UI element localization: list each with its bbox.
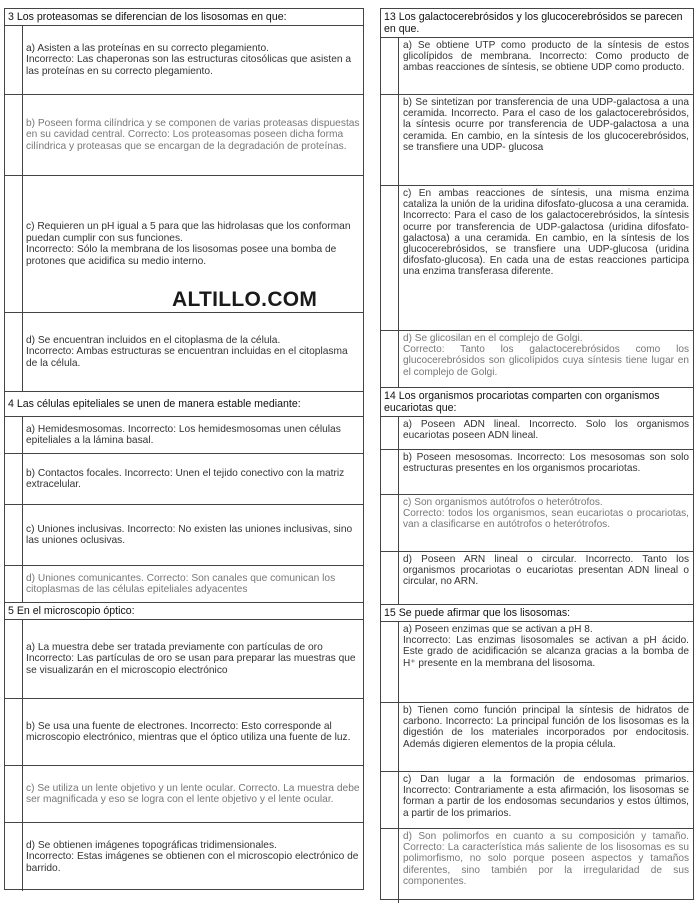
option-a: a) Poseen enzimas que se activan a pH 8. Incorrecto: Las enzimas lisosomales se activan a pH ácido. Este grado de acidificación se alcanza gracias a la bomba de H⁺ presente en la membrana del lisosoma. [381,622,693,702]
question-4 [5,392,363,603]
question-5 [5,603,363,891]
option-b: b) Tienen como función principal la síntesis de hidratos de carbono. Incorrecto: La principal función de los lisosomas es la digestión de los materiales incorporados por endocitosis. Además digieren elementos de la propia célula. [381,702,693,771]
option-a: a) Se obtiene UTP como producto de la síntesis de estos glicolípidos de membrana. Incorrecto: Como producto de ambas reacciones de síntesis, se obtiene UDP como producto. [381,38,693,94]
option-d: d) Uniones comunicantes. Correcto: Son canales que comunican los citoplasmas de las células epiteliales adyacentes [5,565,363,602]
option-c: c) Requieren un pH igual a 5 para que las hidrolasas que los conforman puedan cumplir con sus funciones. Incorrecto: Sólo la membrana de los lisosomas posee una bomba de protones que acidifica su medio interno. [5,175,363,312]
question-3 [5,9,363,392]
question-13 [381,9,693,388]
question-heading: 15 Se puede afirmar que los lisosomas: [381,605,693,622]
question-heading: 5 En el microscopio óptico: [5,603,363,620]
option-c: c) Uniones inclusivas. Incorrecto: No existen las uniones inclusivas, sino las uniones oclusivas. [5,504,363,565]
right-column [380,8,694,900]
option-b: b) Contactos focales. Incorrecto: Unen el tejido conectivo con la matriz extracelular. [5,453,363,504]
option-d: d) Se obtienen imágenes topográficas tridimensionales. Incorrecto: Estas imágenes se obtienen con el microscopio electrónico de barrido. [5,822,363,891]
option-c: c) Dan lugar a la formación de endosomas primarios. Incorrecto: Contrariamente a esta afirmación, los lisosomas se forman a partir de los endosomas secundarios y estos últimos, a partir de los primarios. [381,771,693,828]
left-column [4,8,364,890]
question-heading: 4 Las células epiteliales se unen de manera estable mediante: [5,392,363,417]
option-a: a) La muestra debe ser tratada previamente con partículas de oro Incorrecto: Las partículas de oro se usan para preparar las muestras que se visualizarán en el microscopio electrónico [5,620,363,698]
option-c: c) Son organismos autótrofos o heterótrofos. Correcto: todos los organismos, sean eucariotas o procariotas, van a clasificarse en autótrofos o heterótrofos. [381,494,693,551]
question-heading: 3 Los proteasomas se diferencian de los lisosomas en que: [5,9,363,26]
option-a: a) Poseen ADN lineal. Incorrecto. Solo los organismos eucariotas poseen ADN lineal. [381,417,693,449]
option-b: b) Se usa una fuente de electrones. Incorrecto: Esto corresponde al microscopio electrónico, mientras que el óptico utiliza una fuente de luz. [5,698,363,765]
question-14 [381,388,693,605]
option-d: d) Se encuentran incluidos en el citoplasma de la célula. Incorrecto: Ambas estructuras se encuentran incluidas en el citoplasma de la célula. [5,312,363,391]
option-a: a) Hemidesmosomas. Incorrecto: Los hemidesmosomas unen células epiteliales a la lámina basal. [5,417,363,453]
option-c: c) Se utiliza un lente objetivo y un lente ocular. Correcto. La muestra debe ser magnificada y eso se logra con el lente objetivo y el lente ocular. [5,765,363,822]
option-a: a) Asisten a las proteínas en su correcto plegamiento. Incorrecto: Las chaperonas son las estructuras citosólicas que asisten a las proteínas en su correcto plegamiento. [5,26,363,94]
option-b: b) Poseen forma cilíndrica y se componen de varias proteasas dispuestas en su cavidad central. Correcto: Los proteasomas poseen dicha forma cilíndrica y proteasas que se encargan de la degradación de proteínas. [5,94,363,175]
question-heading: 14 Los organismos procariotas comparten con organismos eucariotas que: [381,388,693,417]
question-15 [381,605,693,903]
option-b: b) Poseen mesosomas. Incorrecto: Los mesosomas son solo estructuras presentes en los organismos procariotas. [381,449,693,494]
option-c: c) En ambas reacciones de síntesis, una misma enzima cataliza la unión de la uridina difosfato-glucosa a una ceramida. Incorrecto: Para el caso de los galactocerebrósidos, la síntesis ocurre por transferencia de UDP-galactosa (uridina difosfato-galactosa) a una ceramida. En cambio, en la síntesis de los glucocerebrósidos, se transfiere una UDP-glucosa (uridina difosfato-glucosa). En cada una de estas reacciones participa una enzima transferasa diferente. [381,185,693,330]
watermark: ALTILLO.COM [172,288,318,311]
option-b: b) Se sintetizan por transferencia de una UDP-galactosa a una ceramida. Incorrecto. Para el caso de los galactocerebrósidos, la síntesis ocurre por transferencia de UDP-galactosa a una ceramida. En cambio, en la síntesis de los glucocerebrósidos, se transfiere una UDP- glucosa [381,94,693,185]
option-d: d) Se glicosilan en el complejo de Golgi. Correcto: Tanto los galactocerebrósidos como los glucocerebrósidos son glicolípidos cuya síntesis tiene lugar en el complejo de Golgi. [381,330,693,387]
question-heading: 13 Los galactocerebrósidos y los glucocerebrósidos se parecen en que. [381,9,693,38]
option-d: d) Son polimorfos en cuanto a su composición y tamaño. Correcto: La característica más saliente de los lisosomas es su polimorfismo, no solo porque poseen aspectos y tamaños diferentes, sino también por la irregularidad de sus componentes. [381,828,693,903]
option-d: d) Poseen ARN lineal o circular. Incorrecto. Tanto los organismos procariotas o eucariotas presentan ADN lineal o circular, no ARN. [381,551,693,604]
